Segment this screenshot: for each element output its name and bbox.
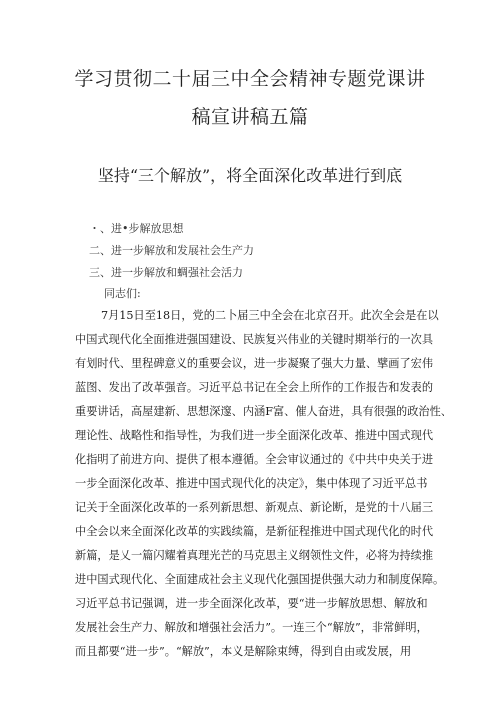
- body-line: 理论性、战略性和指导性，为我们进一步全面深化改革、推进中国式现代: [75, 429, 434, 442]
- outline-item-2: 二、进一步解放和发展社会生产力: [89, 244, 254, 257]
- salutation: 同志们:: [104, 287, 141, 300]
- body-line: 有划时代、里程碑意义的重要会议，进一步凝聚了强大力量、擘画了宏伟: [75, 357, 434, 370]
- body-line: 发展社会生产力、解放和增强社会活力”。一连三个“解放”，非常鲜明，: [75, 621, 428, 634]
- body-line: 进中国式现代化、全面建成社会主义现代化强国提供强大动力和制度保障。: [75, 573, 445, 586]
- body-line: 重要讲话，高屋建新、思想深邃、内涵F富、催人奋进，具有很强的政治性、: [75, 405, 452, 418]
- body-line: 习近平总书记强调，进一步全面深化改革，要“进一步解放思想、解放和: [75, 597, 428, 610]
- body-line: 记关于全面深化改革的一系列新思想、新观点、新论断，是党的十八届三: [75, 501, 434, 514]
- body-line: 而且都要“进一步”。“解放”，本义是解除束缚，得到自由或发展，用: [75, 645, 412, 658]
- body-line: 蓝图、发出了改革强音。习近平总书记在全会上所作的工作报告和发表的: [75, 381, 434, 394]
- document-subtitle: 坚持“三个解放”，将全面深化改革进行到底: [97, 166, 403, 185]
- body-line: 中全会以来全面深化改革的实践续篇，是新征程推进中国式现代化的时代: [75, 525, 434, 538]
- body-line: 中国式现代化全面推进强国建设、民族复兴伟业的关键时期举行的一次具: [75, 333, 434, 346]
- document-title-line-2: 稿宣讲稿五篇: [191, 106, 309, 128]
- document-title-line-1: 学习贯彻二十届三中全会精神专题党课讲: [74, 68, 426, 90]
- body-line: 7月15日至18日，党的二卜届三中全会在北京召开。此次全会是在以: [101, 309, 439, 322]
- body-line: 一步全面深化改革、推进中国式现代化的决定》，集中体现了习近平总书: [75, 477, 428, 490]
- body-line: 化指明了前进方向、提供了根本遵循。全会审议通过的《中共中央关于进: [75, 453, 434, 466]
- outline-item-3: 三、进一步解放和蜩强社会活力: [89, 266, 243, 279]
- outline-item-1: ・、进•步解放思想: [89, 222, 184, 235]
- body-line: 新篇，是乂一篇闪耀着真理光芒的马克思主义纲领性文件，必将为持续推: [75, 549, 434, 562]
